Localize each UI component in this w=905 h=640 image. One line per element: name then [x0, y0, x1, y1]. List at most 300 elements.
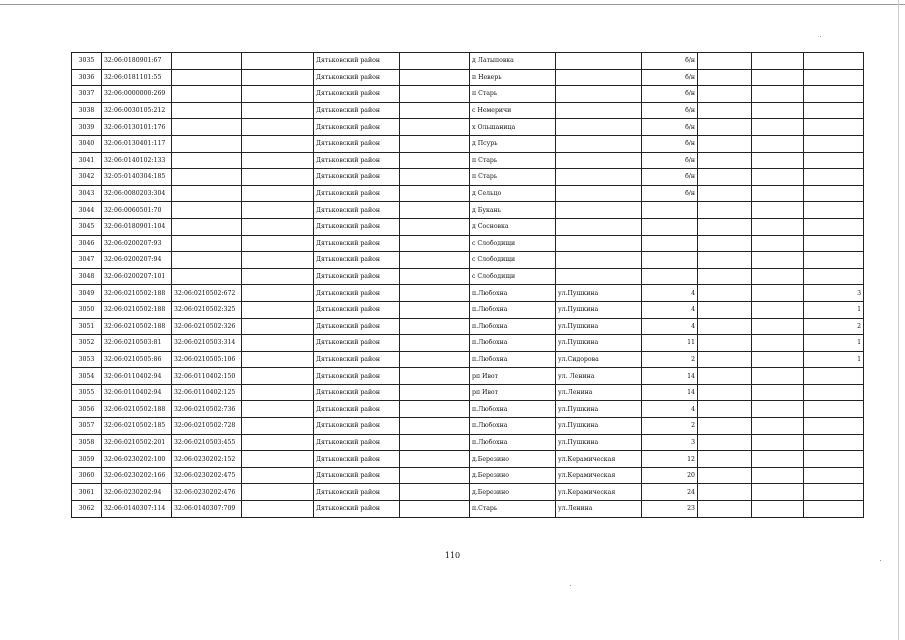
row-number: 3059 [72, 451, 102, 468]
table-row [72, 185, 864, 202]
empty-cell [698, 169, 752, 186]
empty-cell [242, 384, 314, 401]
table-row [72, 69, 864, 86]
district: Дятьковский район [314, 135, 400, 152]
cadastral-number-premises [172, 202, 242, 219]
house-number: б/н [642, 119, 698, 136]
cadastral-number: 32:06:0210502:188 [102, 285, 172, 302]
empty-cell [752, 102, 804, 119]
empty-cell [242, 53, 314, 70]
empty-cell [698, 285, 752, 302]
cadastral-number-premises: 32:06:0230202:475 [172, 467, 242, 484]
apartment-number [804, 69, 864, 86]
empty-cell [698, 268, 752, 285]
district: Дятьковский район [314, 202, 400, 219]
district: Дятьковский район [314, 335, 400, 352]
house-number: 12 [642, 451, 698, 468]
empty-cell [400, 86, 470, 103]
apartment-number: 1 [804, 301, 864, 318]
empty-cell [698, 418, 752, 435]
cadastral-number: 32:06:0230202:100 [102, 451, 172, 468]
empty-cell [752, 252, 804, 269]
empty-cell [242, 301, 314, 318]
empty-cell [400, 53, 470, 70]
empty-cell [242, 86, 314, 103]
cadastral-number: 32:06:0110402:94 [102, 384, 172, 401]
empty-cell [698, 185, 752, 202]
empty-cell [242, 152, 314, 169]
street: ул.Пушкина [556, 285, 642, 302]
row-number: 3037 [72, 86, 102, 103]
locality: д Сосновка [470, 218, 556, 235]
row-number: 3043 [72, 185, 102, 202]
house-number: б/н [642, 86, 698, 103]
empty-cell [400, 318, 470, 335]
empty-cell [400, 152, 470, 169]
street [556, 235, 642, 252]
table-row [72, 119, 864, 136]
empty-cell [242, 285, 314, 302]
empty-cell [752, 484, 804, 501]
empty-cell [698, 501, 752, 518]
empty-cell [752, 202, 804, 219]
empty-cell [400, 69, 470, 86]
house-number: б/н [642, 185, 698, 202]
cadastral-number: 32:06:0030105:212 [102, 102, 172, 119]
table-row [72, 351, 864, 368]
street: ул.Керамическая [556, 484, 642, 501]
table-row [72, 484, 864, 501]
empty-cell [698, 451, 752, 468]
empty-cell [400, 218, 470, 235]
locality: п.Старь [470, 501, 556, 518]
locality: д.Березино [470, 451, 556, 468]
district: Дятьковский район [314, 185, 400, 202]
locality: п.Любохна [470, 401, 556, 418]
cadastral-number: 32:06:0210502:188 [102, 301, 172, 318]
cadastral-number-premises [172, 119, 242, 136]
street [556, 69, 642, 86]
cadastral-number-premises [172, 252, 242, 269]
empty-cell [698, 202, 752, 219]
empty-cell [242, 135, 314, 152]
district: Дятьковский район [314, 434, 400, 451]
house-number: 4 [642, 401, 698, 418]
row-number: 3035 [72, 53, 102, 70]
district: Дятьковский район [314, 384, 400, 401]
cadastral-number: 32:06:0181101:55 [102, 69, 172, 86]
row-number: 3036 [72, 69, 102, 86]
row-number: 3044 [72, 202, 102, 219]
empty-cell [698, 351, 752, 368]
empty-cell [698, 301, 752, 318]
empty-cell [698, 235, 752, 252]
empty-cell [752, 268, 804, 285]
empty-cell [400, 434, 470, 451]
cadastral-number: 32:06:0210502:201 [102, 434, 172, 451]
empty-cell [242, 169, 314, 186]
street [556, 102, 642, 119]
house-number: 23 [642, 501, 698, 518]
cadastral-number-premises [172, 268, 242, 285]
cadastral-number-premises [172, 102, 242, 119]
district: Дятьковский район [314, 252, 400, 269]
apartment-number: 1 [804, 335, 864, 352]
district: Дятьковский район [314, 268, 400, 285]
cadastral-number: 32:06:0200207:94 [102, 252, 172, 269]
empty-cell [698, 135, 752, 152]
empty-cell [400, 368, 470, 385]
table-row [72, 268, 864, 285]
row-number: 3040 [72, 135, 102, 152]
cadastral-number-premises: 32:06:0210502:325 [172, 301, 242, 318]
locality: п.Любохна [470, 335, 556, 352]
apartment-number [804, 185, 864, 202]
empty-cell [698, 484, 752, 501]
apartment-number [804, 152, 864, 169]
empty-cell [400, 467, 470, 484]
street [556, 152, 642, 169]
empty-cell [242, 202, 314, 219]
empty-cell [242, 368, 314, 385]
cadastral-number: 32:06:0210503:81 [102, 335, 172, 352]
apartment-number [804, 484, 864, 501]
street [556, 268, 642, 285]
house-number [642, 202, 698, 219]
empty-cell [242, 235, 314, 252]
empty-cell [242, 434, 314, 451]
empty-cell [400, 268, 470, 285]
house-number [642, 218, 698, 235]
empty-cell [752, 169, 804, 186]
empty-cell [400, 301, 470, 318]
table-row [72, 285, 864, 302]
district: Дятьковский район [314, 368, 400, 385]
empty-cell [752, 53, 804, 70]
street [556, 119, 642, 136]
street [556, 53, 642, 70]
cadastral-number-premises [172, 169, 242, 186]
locality: д Букань [470, 202, 556, 219]
locality: д Латыповка [470, 53, 556, 70]
empty-cell [400, 285, 470, 302]
locality: д Псурь [470, 135, 556, 152]
top-border-line [0, 4, 905, 5]
house-number: 4 [642, 318, 698, 335]
locality: п Старь [470, 152, 556, 169]
cadastral-number: 32:06:0230202:94 [102, 484, 172, 501]
locality: п.Любохна [470, 351, 556, 368]
cadastral-number-premises [172, 69, 242, 86]
empty-cell [242, 218, 314, 235]
page-number: 110 [444, 551, 461, 560]
cadastral-number-premises [172, 185, 242, 202]
locality: п Неверь [470, 69, 556, 86]
district: Дятьковский район [314, 86, 400, 103]
table-row [72, 318, 864, 335]
row-number: 3051 [72, 318, 102, 335]
locality: д.Березино [470, 467, 556, 484]
scan-speck [820, 36, 821, 37]
row-number: 3038 [72, 102, 102, 119]
apartment-number: 2 [804, 318, 864, 335]
street: ул.Сидорова [556, 351, 642, 368]
apartment-number [804, 169, 864, 186]
apartment-number [804, 501, 864, 518]
street: ул.Пушкина [556, 434, 642, 451]
apartment-number [804, 467, 864, 484]
empty-cell [242, 119, 314, 136]
cadastral-number-premises [172, 86, 242, 103]
empty-cell [752, 418, 804, 435]
street: ул. Ленина [556, 368, 642, 385]
empty-cell [400, 384, 470, 401]
house-number [642, 268, 698, 285]
empty-cell [698, 86, 752, 103]
locality: п Старь [470, 86, 556, 103]
empty-cell [752, 351, 804, 368]
apartment-number [804, 86, 864, 103]
house-number: б/н [642, 152, 698, 169]
cadastral-number: 32:06:0000000:269 [102, 86, 172, 103]
empty-cell [752, 185, 804, 202]
apartment-number [804, 119, 864, 136]
empty-cell [400, 169, 470, 186]
house-number: б/н [642, 169, 698, 186]
empty-cell [698, 69, 752, 86]
house-number: 2 [642, 418, 698, 435]
house-number: б/н [642, 53, 698, 70]
district: Дятьковский район [314, 169, 400, 186]
table-row [72, 401, 864, 418]
cadastral-number-premises: 32:06:0110402:125 [172, 384, 242, 401]
apartment-number [804, 384, 864, 401]
empty-cell [698, 53, 752, 70]
house-number: 14 [642, 368, 698, 385]
table-row [72, 86, 864, 103]
empty-cell [400, 135, 470, 152]
house-number: 4 [642, 301, 698, 318]
apartment-number [804, 135, 864, 152]
cadastral-number: 32:06:0140307:114 [102, 501, 172, 518]
street: ул.Пушкина [556, 301, 642, 318]
cadastral-number-premises: 32:06:0210503:455 [172, 434, 242, 451]
house-number [642, 252, 698, 269]
right-border-line [898, 0, 899, 640]
empty-cell [698, 218, 752, 235]
apartment-number [804, 252, 864, 269]
empty-cell [242, 185, 314, 202]
street: ул.Керамическая [556, 451, 642, 468]
apartment-number [804, 218, 864, 235]
row-number: 3058 [72, 434, 102, 451]
locality: х Ольшаница [470, 119, 556, 136]
empty-cell [400, 235, 470, 252]
cadastral-number: 32:06:0210502:188 [102, 401, 172, 418]
district: Дятьковский район [314, 451, 400, 468]
house-number: б/н [642, 102, 698, 119]
house-number [642, 235, 698, 252]
district: Дятьковский район [314, 301, 400, 318]
locality: п Старь [470, 169, 556, 186]
cadastral-number: 32:06:0180901:104 [102, 218, 172, 235]
apartment-number: 3 [804, 285, 864, 302]
row-number: 3061 [72, 484, 102, 501]
street: ул.Ленина [556, 384, 642, 401]
street: ул.Пушкина [556, 418, 642, 435]
cadastral-number-premises [172, 218, 242, 235]
cadastral-number-premises: 32:06:0210502:736 [172, 401, 242, 418]
empty-cell [752, 434, 804, 451]
empty-cell [752, 135, 804, 152]
table-row [72, 418, 864, 435]
empty-cell [752, 384, 804, 401]
empty-cell [752, 335, 804, 352]
district: Дятьковский район [314, 318, 400, 335]
empty-cell [242, 268, 314, 285]
district: Дятьковский район [314, 69, 400, 86]
house-number: 20 [642, 467, 698, 484]
cadastral-number-premises: 32:06:0210502:728 [172, 418, 242, 435]
apartment-number [804, 368, 864, 385]
street [556, 218, 642, 235]
table-row [72, 501, 864, 518]
empty-cell [242, 318, 314, 335]
cadastral-number-premises: 32:06:0140307:709 [172, 501, 242, 518]
apartment-number [804, 235, 864, 252]
table-row [72, 434, 864, 451]
table-row [72, 135, 864, 152]
district: Дятьковский район [314, 501, 400, 518]
empty-cell [242, 69, 314, 86]
cadastral-number: 32:06:0210502:188 [102, 318, 172, 335]
district: Дятьковский район [314, 152, 400, 169]
cadastral-number-premises [172, 152, 242, 169]
table-row [72, 202, 864, 219]
cadastral-number: 32:06:0200207:101 [102, 268, 172, 285]
table-row [72, 467, 864, 484]
row-number: 3054 [72, 368, 102, 385]
cadastral-number: 32:06:0200207:93 [102, 235, 172, 252]
empty-cell [698, 434, 752, 451]
empty-cell [400, 501, 470, 518]
cadastral-number-premises: 32:06:0210503:314 [172, 335, 242, 352]
district: Дятьковский район [314, 218, 400, 235]
house-number: б/н [642, 69, 698, 86]
empty-cell [752, 285, 804, 302]
house-number: 14 [642, 384, 698, 401]
empty-cell [698, 119, 752, 136]
locality: д Сельцо [470, 185, 556, 202]
scan-speck [570, 585, 571, 586]
locality: п.Любохна [470, 285, 556, 302]
cadastral-number: 32:06:0180901:67 [102, 53, 172, 70]
row-number: 3052 [72, 335, 102, 352]
table-body [72, 53, 864, 518]
row-number: 3039 [72, 119, 102, 136]
cadastral-number: 32:06:0230202:166 [102, 467, 172, 484]
apartment-number [804, 434, 864, 451]
house-number: 24 [642, 484, 698, 501]
table-row [72, 335, 864, 352]
empty-cell [400, 484, 470, 501]
empty-cell [752, 218, 804, 235]
empty-cell [400, 351, 470, 368]
empty-cell [698, 368, 752, 385]
empty-cell [752, 318, 804, 335]
apartment-number [804, 418, 864, 435]
empty-cell [400, 202, 470, 219]
empty-cell [242, 467, 314, 484]
empty-cell [242, 451, 314, 468]
district: Дятьковский район [314, 467, 400, 484]
empty-cell [752, 301, 804, 318]
cadastral-number-premises: 32:06:0110402:150 [172, 368, 242, 385]
locality: п.Любохна [470, 418, 556, 435]
table-row [72, 169, 864, 186]
street: ул.Пушкина [556, 335, 642, 352]
locality: с Слободищи [470, 252, 556, 269]
table-row [72, 368, 864, 385]
apartment-number [804, 53, 864, 70]
scan-speck [880, 560, 881, 561]
row-number: 3060 [72, 467, 102, 484]
table-row [72, 152, 864, 169]
locality: рп Ивот [470, 368, 556, 385]
apartment-number [804, 102, 864, 119]
locality: п.Любохна [470, 301, 556, 318]
cadastral-number-premises: 32:06:0230202:152 [172, 451, 242, 468]
empty-cell [242, 418, 314, 435]
locality: п.Любохна [470, 318, 556, 335]
street [556, 169, 642, 186]
cadastral-number: 32:06:0080203:304 [102, 185, 172, 202]
empty-cell [752, 152, 804, 169]
empty-cell [698, 384, 752, 401]
cadastral-number: 32:06:0210502:185 [102, 418, 172, 435]
cadastral-number-premises: 32:06:0210502:326 [172, 318, 242, 335]
district: Дятьковский район [314, 401, 400, 418]
row-number: 3047 [72, 252, 102, 269]
row-number: 3062 [72, 501, 102, 518]
street [556, 202, 642, 219]
house-number: 3 [642, 434, 698, 451]
empty-cell [698, 318, 752, 335]
district: Дятьковский район [314, 418, 400, 435]
cadastral-number: 32:06:0210505:86 [102, 351, 172, 368]
district: Дятьковский район [314, 102, 400, 119]
empty-cell [752, 401, 804, 418]
district: Дятьковский район [314, 53, 400, 70]
empty-cell [400, 451, 470, 468]
locality: рп Ивот [470, 384, 556, 401]
apartment-number [804, 268, 864, 285]
table-row [72, 102, 864, 119]
empty-cell [752, 451, 804, 468]
empty-cell [698, 467, 752, 484]
empty-cell [400, 252, 470, 269]
district: Дятьковский район [314, 351, 400, 368]
district: Дятьковский район [314, 119, 400, 136]
table-row [72, 218, 864, 235]
apartment-number: 1 [804, 351, 864, 368]
empty-cell [242, 335, 314, 352]
row-number: 3050 [72, 301, 102, 318]
empty-cell [752, 501, 804, 518]
locality: с Немеричи [470, 102, 556, 119]
cadastral-number: 32:06:0140102:133 [102, 152, 172, 169]
row-number: 3041 [72, 152, 102, 169]
